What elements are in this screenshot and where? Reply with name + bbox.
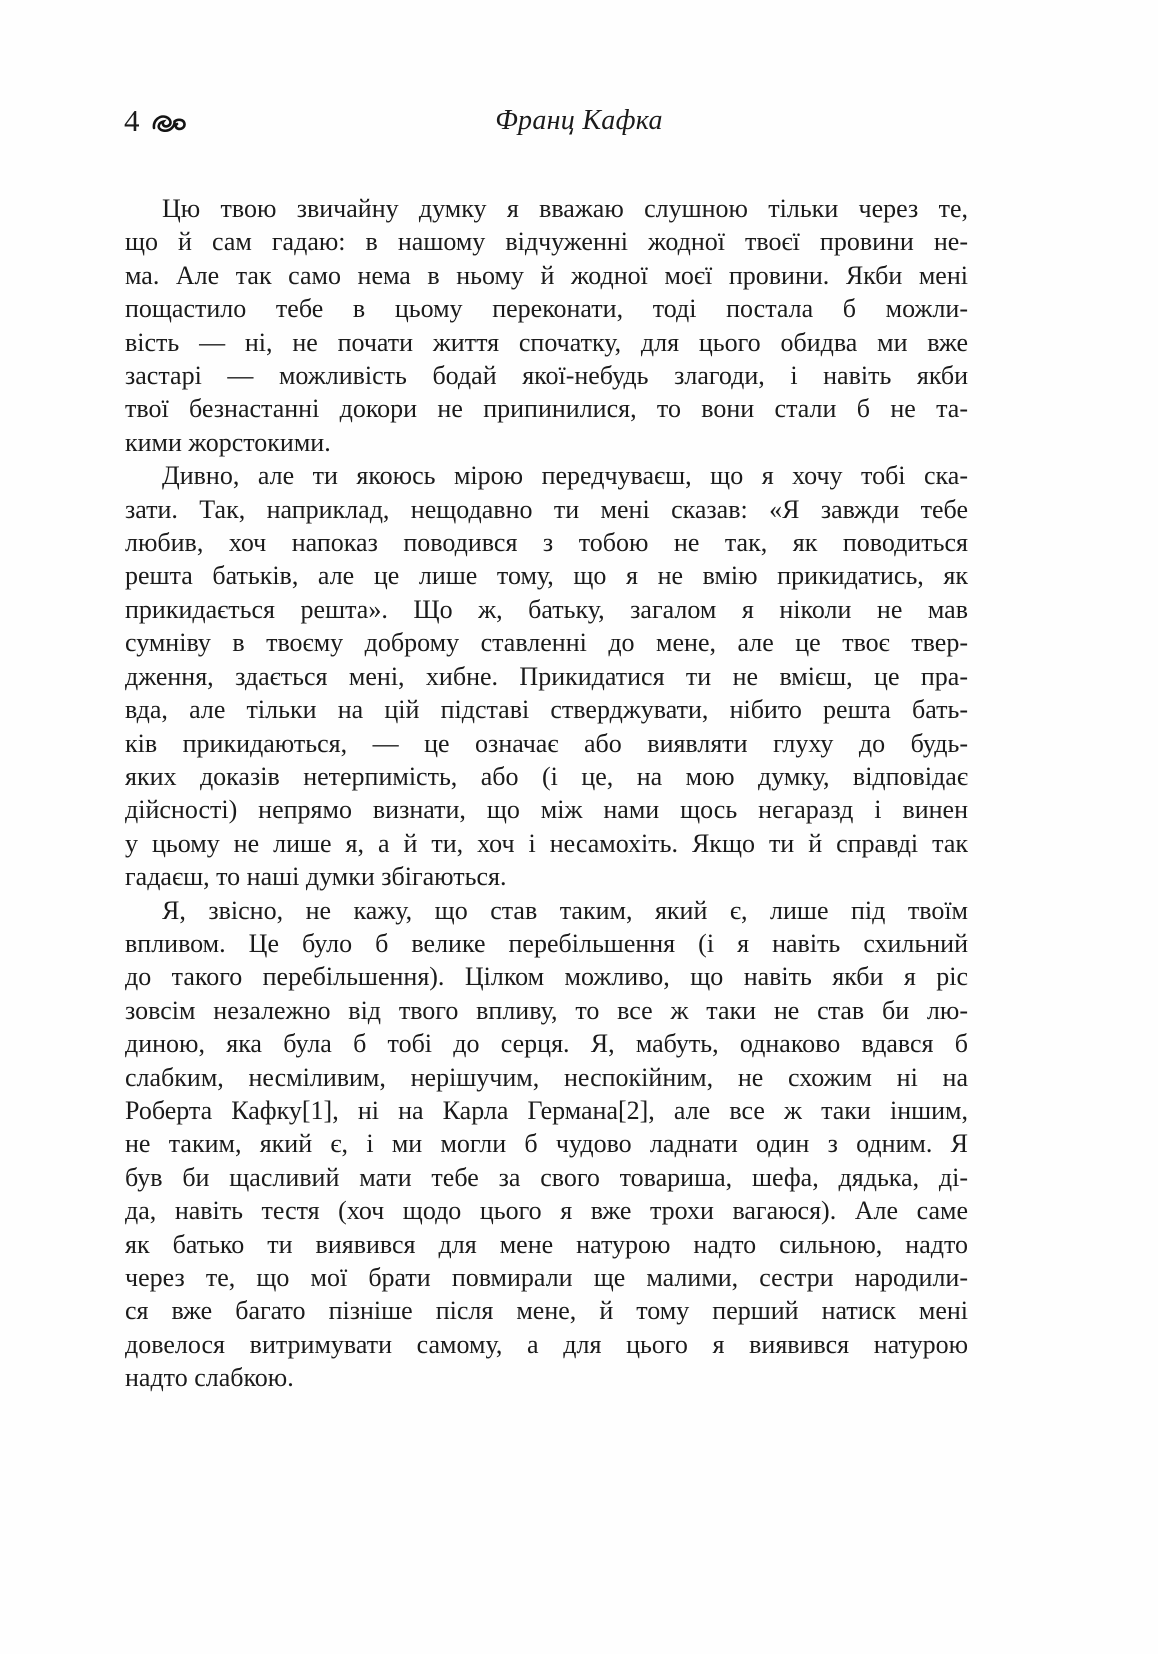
text-line: да, навіть тестя (хоч щодо цього я вже трохи вагаюся). Але саме [125,1196,968,1226]
page-number: 4 [124,103,140,138]
text-line: сумніву в твоєму доброму ставленні до мене, але це твоє твер- [125,628,968,658]
text-line: Я, звісно, не кажу, що став таким, який є, лише під твоїм [162,895,968,925]
text-line: слабким, несміливим, нерішучим, неспокійним, не схожим ні на [125,1062,968,1092]
text-line: довелося витримувати самому, а для цього я виявився натурою [125,1329,968,1359]
text-line: застарі — можливість бодай якої-небудь злагоди, і навіть якби [125,361,968,391]
text-line: зати. Так, наприклад, нещодавно ти мені сказав: «Я завжди тебе [125,494,968,524]
text-line: дження, здається мені, хибне. Прикидатися ти не вмієш, це пра- [125,661,968,691]
text-line: Роберта Кафку[1], ні на Карла Германа[2], але все ж таки іншим, [125,1095,968,1125]
running-head: Франц Кафка [495,105,663,136]
paragraph-1 [125,192,968,459]
text-line: яких доказів нетерпимість, або (і це, на мою думку, відповідає [125,761,968,791]
text-line: Дивно, але ти якоюсь мірою передчуваєш, що я хочу тобі ска- [162,461,968,491]
text-line: вість — ні, не почати життя спочатку, для цього обидва ми вже [125,327,968,357]
text-line: гадаєш, то наші думки збігаються. [125,862,507,892]
text-line: до такого перебільшення). Цілком можливо, що навіть якби я ріс [125,962,968,992]
page-header [0,102,1158,144]
text-line: надто слабкою. [125,1363,294,1393]
text-line: не таким, який є, і ми могли б чудово ладнати один з одним. Я [125,1129,968,1159]
text-line: Цю твою звичайну думку я вважаю слушною тільки через те, [162,194,968,223]
text-line: ків прикидаються, — це означає або виявляти глуху до будь- [125,728,968,758]
text-line: що й сам гадаю: в нашому відчуженні жодної твоєї провини не- [125,227,968,257]
text-line: кими жорстокими. [125,427,331,457]
text-line: у цьому не лише я, а й ти, хоч і несамохіть. Якщо ти й справді так [125,828,968,858]
paragraph-3 [125,894,968,1395]
text-line: був би щасливий мати тебе за свого товариша, шефа, дядька, ді- [125,1162,968,1192]
text-line: прикидається решта». Що ж, батьку, загалом я ніколи не мав [125,594,968,624]
text-line: впливом. Це було б велике перебільшення (і я навіть схильний [125,928,968,958]
text-line: дійсності) непрямо визнати, що між нами щось негаразд і винен [125,795,968,825]
text-line: любив, хоч напоказ поводився з тобою не так, як поводиться [125,528,968,558]
text-line: решта батьків, але це лише тому, що я не вмію прикидатись, як [125,561,968,591]
text-line: диною, яка була б тобі до серця. Я, мабуть, однаково вдався б [125,1029,968,1059]
text-body [125,192,968,1395]
text-line: ма. Але так само нема в ньому й жодної моєї провини. Якби мені [125,260,968,290]
text-line: твої безнастанні докори не припинилися, то вони стали б не та- [125,394,968,424]
paragraph-2 [125,459,968,893]
text-line: ся вже багато пізніше після мене, й тому перший натиск мені [125,1296,968,1326]
text-line: зовсім незалежно від твого впливу, то все ж таки не став би лю- [125,995,968,1025]
text-line: як батько ти виявився для мене натурою надто сильною, надто [125,1229,968,1259]
text-line: вда, але тільки на цій підставі стверджувати, нібито решта бать- [125,695,968,725]
text-line: пощастило тебе в цьому переконати, тоді постала б можли- [125,294,968,324]
text-line: через те, що мої брати повмирали ще малими, сестри народили- [125,1263,968,1292]
